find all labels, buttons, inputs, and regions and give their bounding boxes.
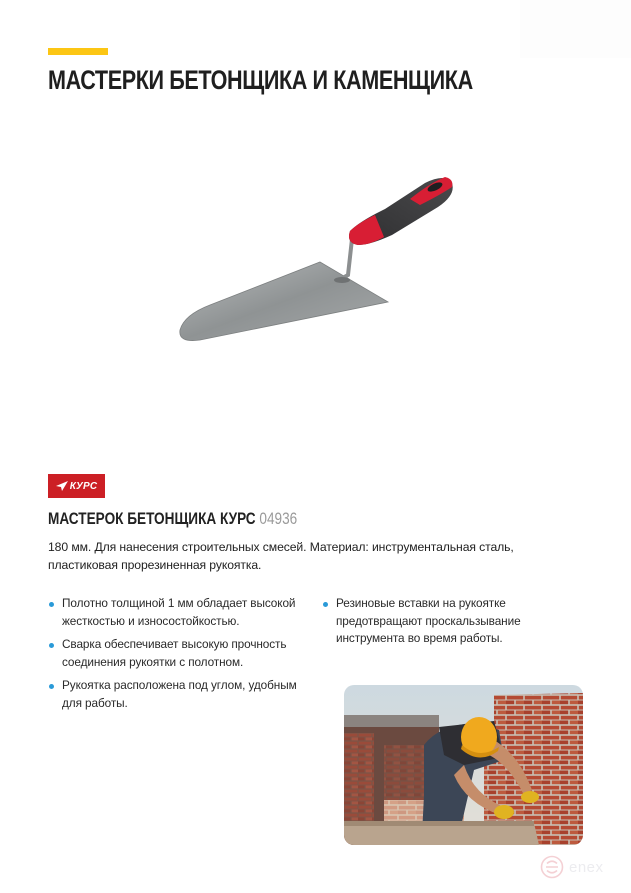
- page-title: МАСТЕРКИ БЕТОНЩИКА И КАМЕНЩИКА: [48, 65, 473, 95]
- feature-item: Резиновые вставки на рукоятке предотвращают проскальзывание инструмента во время работы.: [322, 595, 562, 648]
- product-image: [170, 165, 460, 350]
- bullet-dot-icon: [49, 602, 54, 607]
- photo-illustration: [344, 685, 583, 845]
- product-title: [48, 508, 297, 530]
- watermark: [540, 855, 604, 879]
- feature-item: Сварка обеспечивает высокую прочность соединения рукоятки с полотном.: [48, 636, 318, 671]
- feature-item: Полотно толщиной 1 мм обладает высокой жесткостью и износостойкостью.: [48, 595, 318, 630]
- corner-block: [520, 0, 631, 58]
- bullet-dot-icon: [49, 643, 54, 648]
- bricklayer-photo: [344, 685, 583, 845]
- bullet-dot-icon: [323, 602, 328, 607]
- accent-bar: [48, 48, 108, 55]
- arrow-logo-icon: [56, 481, 68, 491]
- product-name: МАСТЕРОК БЕТОНЩИКА КУРС: [48, 509, 256, 528]
- watermark-text: enex: [569, 858, 604, 876]
- product-sku: 04936: [259, 509, 298, 528]
- feature-item: Рукоятка расположена под углом, удобным для работы.: [48, 677, 318, 712]
- trowel-icon: [170, 165, 460, 350]
- features-list-left: [48, 595, 318, 718]
- product-description: 180 мм. Для нанесения строительных смесей. Материал: инструментальная сталь, пластиковая прорезиненная рукоятка.: [48, 540, 514, 572]
- features-list-right: [322, 595, 562, 654]
- enex-logo-icon: [540, 855, 564, 879]
- brand-logo: [48, 474, 105, 498]
- brand-logo-text: КУРС: [69, 480, 98, 492]
- bullet-dot-icon: [49, 684, 54, 689]
